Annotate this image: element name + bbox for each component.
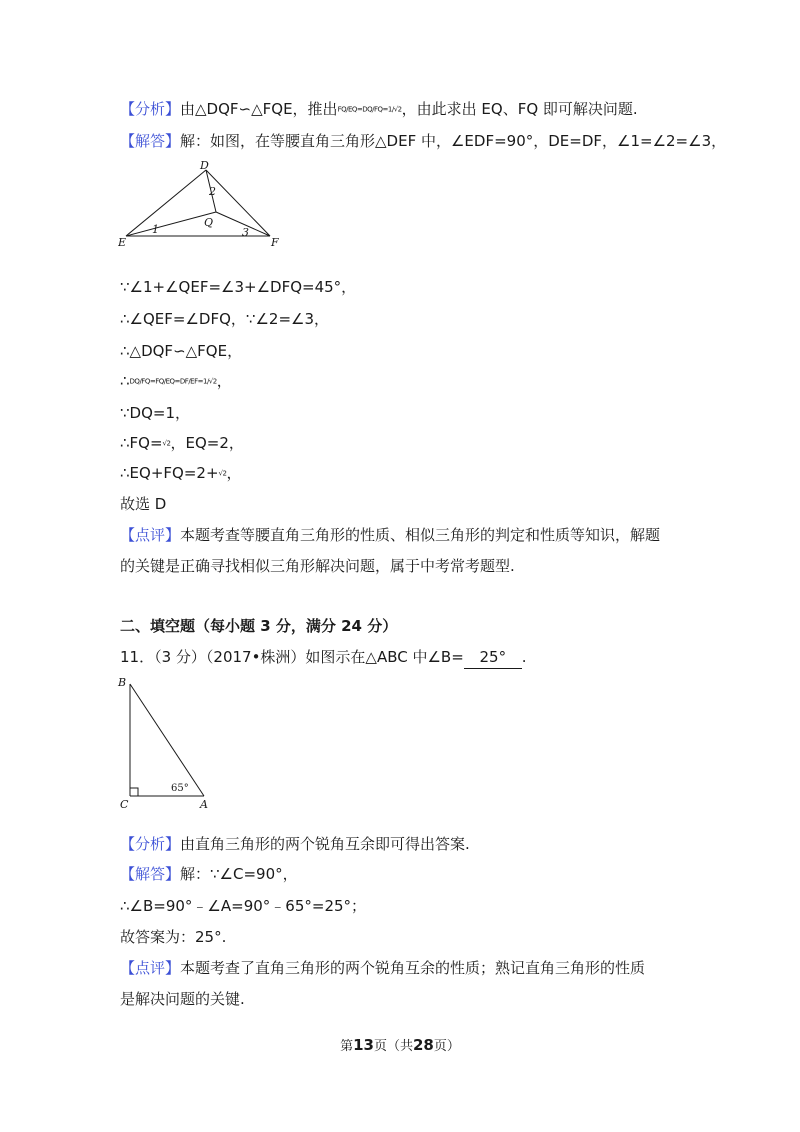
step4-pre: ∴ bbox=[120, 372, 130, 390]
comment-line-1 bbox=[120, 524, 660, 546]
footer-mid: 页（共 bbox=[373, 1039, 413, 1054]
section-title: 二、填空题（每小题 3 分，满分 24 分） bbox=[120, 617, 398, 635]
label-Q: Q bbox=[204, 216, 214, 229]
step7-pre: ∴EQ+FQ=2+ bbox=[120, 464, 219, 482]
comment-11-line-2: 是解决问题的关键. bbox=[120, 990, 245, 1008]
comment-tag: 【点评】 bbox=[120, 526, 181, 544]
answer-11-step: ∴∠B=90°﹣∠A=90°﹣65°=25°； bbox=[120, 897, 367, 915]
analysis-tag: 【分析】 bbox=[120, 100, 181, 118]
answer-text: 解：如图，在等腰直角三角形△DEF 中，∠EDF=90°，DE=DF，∠1=∠2=∠3， bbox=[180, 132, 727, 150]
label-angle-65: 65° bbox=[171, 783, 189, 794]
step-line-1: ∵∠1+∠QEF=∠3+∠DFQ=45°， bbox=[120, 278, 357, 296]
footer-total-pages: 28 bbox=[413, 1036, 434, 1054]
analysis-text-pre: 由△DQF∽△FQE，推出 bbox=[180, 100, 338, 118]
analysis-text-post: ，由此求出 EQ、FQ 即可解决问题. bbox=[401, 100, 638, 118]
step-line-6 bbox=[120, 432, 244, 455]
answer-11-line bbox=[120, 863, 298, 885]
step-line-3: ∴△DQF∽△FQE， bbox=[120, 342, 243, 360]
step7-root: √2 bbox=[218, 469, 227, 478]
step-line-5: ∵DQ=1， bbox=[120, 404, 191, 422]
triangle-abc-figure bbox=[116, 672, 216, 812]
question-11-end: . bbox=[521, 648, 527, 666]
step6-root: √2 bbox=[162, 439, 171, 448]
answer-11-final: 故答案为：25°. bbox=[120, 928, 227, 946]
label-angle-1: 1 bbox=[152, 223, 159, 236]
step-line-4 bbox=[120, 370, 232, 393]
page-footer bbox=[0, 1035, 800, 1054]
footer-pre: 第 bbox=[340, 1039, 354, 1054]
answer-11-text: 解：∵∠C=90°， bbox=[180, 865, 298, 883]
step6-post: ，EQ=2， bbox=[170, 434, 244, 452]
step4-post: ， bbox=[216, 372, 232, 390]
answer-line bbox=[120, 130, 726, 152]
label-D: D bbox=[200, 160, 209, 172]
label-F: F bbox=[271, 236, 279, 249]
analysis-fraction: FQ/EQ=DQ/FQ=1/√2 bbox=[337, 105, 402, 114]
comment-11-text-1: 本题考查了直角三角形的两个锐角互余的性质；熟记直角三角形的性质 bbox=[180, 959, 646, 977]
triangle-def-figure bbox=[118, 160, 288, 252]
label-A: A bbox=[200, 798, 208, 811]
analysis-11-line bbox=[120, 833, 470, 855]
step7-post: ， bbox=[226, 464, 242, 482]
label-E: E bbox=[118, 236, 127, 249]
step6-pre: ∴FQ= bbox=[120, 434, 163, 452]
analysis-11-text: 由直角三角形的两个锐角互余即可得出答案. bbox=[180, 835, 470, 853]
footer-post: 页） bbox=[433, 1039, 460, 1054]
answer-tag: 【解答】 bbox=[120, 132, 181, 150]
step-line-2: ∴∠QEF=∠DFQ，∵∠2=∠3， bbox=[120, 310, 329, 328]
label-C: C bbox=[120, 798, 129, 811]
question-11 bbox=[120, 646, 527, 669]
answer-blank: 25° bbox=[464, 646, 522, 669]
comment-line-2: 的关键是正确寻找相似三角形解决问题，属于中考常考题型. bbox=[120, 557, 515, 575]
comment-text-1: 本题考查等腰直角三角形的性质、相似三角形的判定和性质等知识，解题 bbox=[180, 526, 661, 544]
question-11-text: 11．（3 分）（2017•株洲）如图示在△ABC 中∠B= bbox=[120, 648, 464, 666]
choice-line: 故选 D bbox=[120, 495, 167, 513]
label-B: B bbox=[118, 676, 127, 689]
analysis-11-tag: 【分析】 bbox=[120, 835, 181, 853]
comment-11-line-1 bbox=[120, 957, 645, 979]
comment-11-tag: 【点评】 bbox=[120, 959, 181, 977]
step-line-7 bbox=[120, 462, 241, 485]
label-angle-2: 2 bbox=[209, 185, 216, 198]
footer-page-number: 13 bbox=[353, 1036, 374, 1054]
analysis-line bbox=[120, 98, 638, 121]
answer-11-tag: 【解答】 bbox=[120, 865, 181, 883]
label-angle-3: 3 bbox=[242, 226, 249, 239]
step4-fraction: DQ/FQ=FQ/EQ=DF/EF=1/√2 bbox=[129, 377, 217, 386]
